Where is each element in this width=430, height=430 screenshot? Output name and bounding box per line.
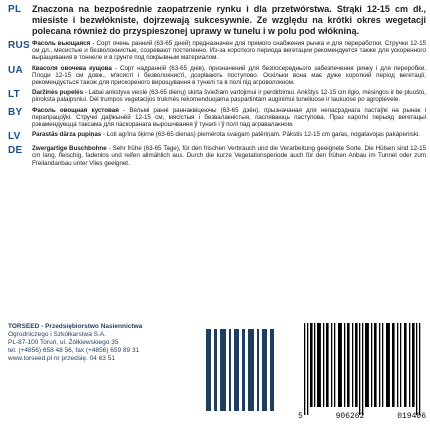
entry-lead-lv: Parastās dārza pupiņas — [32, 131, 102, 139]
description-text-block — [8, 4, 426, 170]
company-line-1: Ogrodniczego i Szkółkarstwa S.A. — [8, 331, 106, 339]
entry-lead-by: Фасоль овощная кустовая — [32, 106, 119, 114]
entry-body-lt: - Labai ankstyva veislė (63-65 dienų) skirta šviežiam vartojimui ir perdirbimui. Ankštys 12-15 cm ilgio, mėsingos ir be pluošto, pinokstа palaipsniui. Dėl trumpos vegetacijos trukmės rekomenduojama paspartintam auginimui tuneliuose ir laukuose po agroplėvele. — [32, 89, 426, 104]
entry-lv — [8, 131, 426, 142]
entry-de — [8, 145, 426, 167]
entry-text-ua — [32, 65, 426, 87]
language-code-lt: LT — [8, 89, 21, 101]
entry-text-rus — [32, 40, 426, 62]
entry-lead-de: Zwergartige Buschbohne — [32, 145, 107, 153]
barcode-digits — [298, 412, 426, 421]
barcode-left-group: 906262 — [335, 412, 365, 421]
entry-text-lt — [32, 89, 426, 103]
language-code-lv: LV — [8, 131, 21, 143]
company-info — [8, 323, 198, 363]
entry-text-de — [32, 145, 426, 167]
entry-rus — [8, 40, 426, 62]
language-code-ua: UA — [8, 64, 24, 76]
entry-body-de: - Sehr frühe (63-65 Tage), für den frischen Verbrauch und die Verarbeitung geeignete Sorte. Die Hülsen sind 12-15 cm lang, fleischig, fadenlos und reifen allmählich aus. Durch die kurze Vegetationsperiode auch für den frühen Anbau im Tunnel oder zum Freilandanbau unter Vlies geeignet. — [32, 145, 426, 167]
decorative-stripes — [204, 329, 278, 411]
company-line-2: PL-87-100 Toruń, ul. Żółkiewskiego 35 — [8, 339, 119, 347]
entry-body-ua: - Сорт надранній (63-65 днів), призначений для безпосереднього забезпечення ринку і для переробки. Плоди 12-15 см довж., м'ясисті і безволокнисті, дозрівають поступово. Оскільки вона має дуже короткий період вегетації, рекомендується також для прискореного вирощування в тунелі та в полі під агроволокном. — [32, 64, 426, 87]
entry-body-rus: - Сорт очень ранний (63-65 дней) предназначен для прямого снабжения рынка и для переработки. Стручки 12-15 см дл., мясистые и безволокнистые, созревают постепенно. Из-за короткого периода вегетации рекомендуется также для ускоренного выращивания в тоннеле и в грунте под покрывным материалом. — [32, 40, 426, 62]
entry-text-pl — [32, 4, 426, 37]
entry-body-by: - Вельмі ранні раннаквіцеючы (63-65 дзён), прызначаная для непасрэднага пастаўкі на рынак і перапрацоўкі. Стручкі даўжынёй 12-15 см, мясістыя і безвалакністыя, паспяваюць паступова. Праз кароткі перыяд вегетацыі рэкамендуецца таксама для паскоранага вырошчвання ў тунэлі і ў полі пад агравалакном. — [32, 106, 426, 129]
language-code-de: DE — [8, 145, 23, 157]
entry-lead-rus: Фасоль вьющаяся — [32, 40, 91, 47]
barcode-first-digit: 5 — [298, 412, 303, 421]
entry-pl — [8, 4, 426, 37]
packet-footer — [8, 323, 426, 423]
language-code-by: BY — [8, 106, 23, 118]
language-code-pl: PL — [8, 4, 22, 15]
barcode-right-group: 019406 — [397, 412, 426, 421]
company-line-4: www.torseed.pl nr przedsię. 04 63 51 — [8, 355, 115, 363]
company-line-3: tel. (+4856) 658 48 56, fax (+4856) 659 89 31 — [8, 347, 140, 355]
entry-text-lv — [32, 131, 426, 142]
ean-barcode — [298, 323, 426, 417]
entry-text-by — [32, 107, 426, 129]
entry-ua — [8, 65, 426, 87]
entry-lead-ua: Квасоля овочева кущова — [32, 64, 112, 72]
entry-lt — [8, 89, 426, 103]
entry-lead-lt: Daržinės pupelės — [32, 89, 84, 97]
language-code-rus: RUS — [8, 40, 31, 51]
entry-by — [8, 107, 426, 129]
company-name: TORSEED - Przedsiębiorstwo Nasiennictwa — [8, 323, 143, 330]
entry-body-lv: - Loti agrīna šķirne (63-65 dienas) piemērota svaigam patēriņam. Pākstis 12-15 cm garas, nogatavojas pakāpeniski. — [101, 131, 421, 139]
entry-body-pl: Znaczona na bezpośrednie zaopatrzenie rynku i dla przetwórstwa. Strąki 12-15 cm dł., miesiste i bezwłókniste, dojrzewają sukcesywnie. Ze względu na krótki okres wegetacji polecana również do przyspieszonej uprawy w tunelu i w polu pod włókniną. — [32, 4, 426, 36]
